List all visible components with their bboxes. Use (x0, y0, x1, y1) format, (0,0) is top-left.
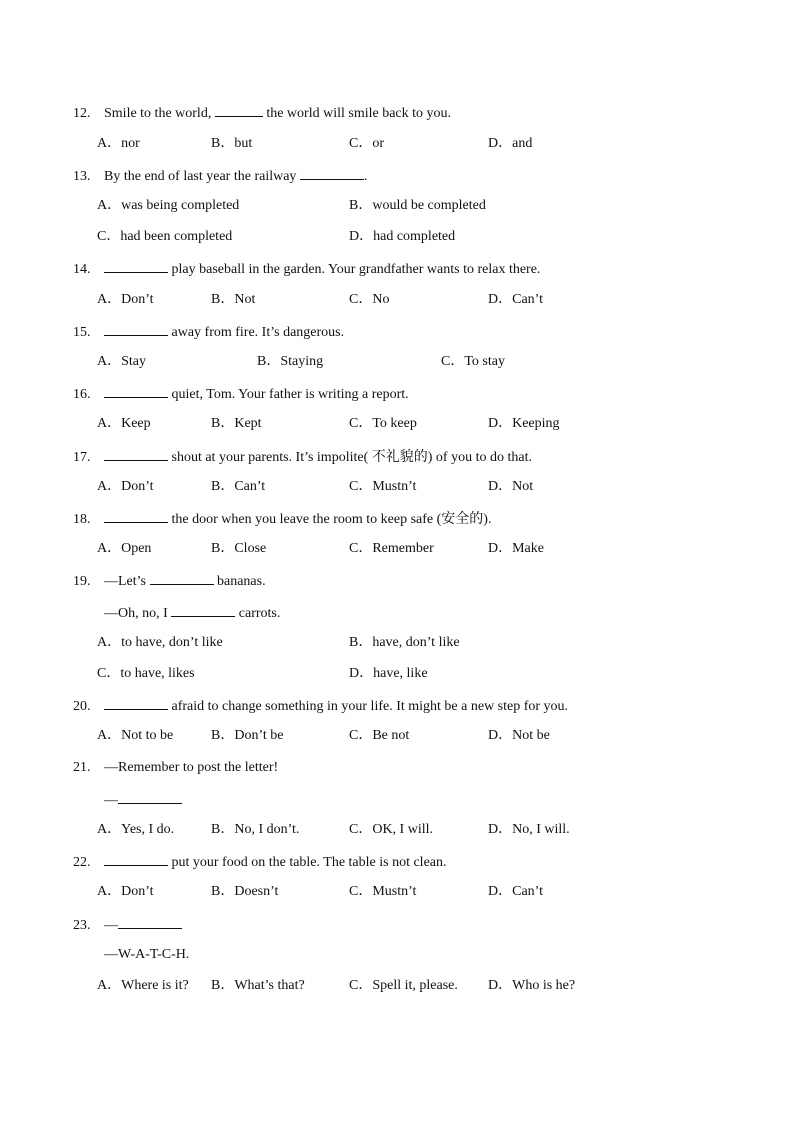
option-a[interactable]: A．Don’t (97, 884, 154, 899)
option-c[interactable]: C．No (349, 292, 390, 307)
question-12-stem (73, 102, 451, 122)
dialogue-line: —W-A-T-C-H. (104, 947, 190, 962)
option-b[interactable]: B．but (211, 136, 253, 151)
stem-text: quiet, Tom. Your father is writing a report. (168, 387, 409, 402)
option-c[interactable]: C．Mustn’t (349, 479, 417, 494)
option-b[interactable]: B．Don’t be (211, 728, 284, 743)
question-22-options (97, 882, 757, 902)
dialogue-line: —Remember to post the letter! (104, 760, 279, 775)
stem-text: the door when you leave the room to keep safe ( (168, 512, 442, 527)
option-a[interactable]: A．Yes, I do. (97, 822, 175, 837)
option-c[interactable]: C．to have, likes (97, 666, 195, 681)
question-22-stem (73, 851, 447, 871)
option-d[interactable]: D．Keeping (488, 416, 560, 431)
question-21-reply (104, 789, 182, 809)
answer-blank (104, 258, 168, 273)
stem-text: ). (483, 512, 492, 527)
dialogue-line: carrots. (235, 606, 281, 621)
question-number: 12. (73, 106, 91, 121)
answer-blank (300, 165, 364, 180)
question-number: 19. (73, 574, 91, 589)
question-17-stem (73, 446, 532, 466)
answer-blank (104, 508, 168, 523)
question-15-options (97, 352, 757, 372)
option-a[interactable]: A．Stay (97, 354, 146, 369)
option-a[interactable]: A．Open (97, 541, 152, 556)
option-d[interactable]: D．and (488, 136, 533, 151)
question-12-options (97, 134, 757, 154)
question-19-options-row1 (97, 633, 757, 653)
stem-text: play baseball in the garden. Your grandfather wants to relax there. (168, 262, 541, 277)
option-b[interactable]: B．Close (211, 541, 267, 556)
question-number: 21. (73, 760, 91, 775)
option-c[interactable]: C．To stay (441, 354, 505, 369)
option-d[interactable]: D．No, I will. (488, 822, 570, 837)
question-23-reply (104, 945, 189, 965)
option-a[interactable]: A．Don’t (97, 479, 154, 494)
option-c[interactable]: C．Remember (349, 541, 434, 556)
stem-text: away from fire. It’s dangerous. (168, 325, 345, 340)
option-d[interactable]: D．Make (488, 541, 544, 556)
option-d[interactable]: D．have, like (349, 666, 428, 681)
question-13-options-row1 (97, 196, 757, 216)
question-17-options (97, 477, 757, 497)
answer-blank (118, 789, 182, 804)
option-c[interactable]: C．Mustn’t (349, 884, 417, 899)
stem-text: afraid to change something in your life. It might be a new step for you. (168, 699, 569, 714)
option-a[interactable]: A．nor (97, 136, 140, 151)
question-number: 18. (73, 512, 91, 527)
option-d[interactable]: D．Can’t (488, 884, 543, 899)
option-c[interactable]: C．Be not (349, 728, 410, 743)
option-a[interactable]: A．Where is it? (97, 978, 189, 993)
option-b[interactable]: B．Not (211, 292, 256, 307)
question-number: 13. (73, 169, 91, 184)
question-14-stem (73, 258, 540, 278)
question-number: 22. (73, 855, 91, 870)
answer-blank (104, 383, 168, 398)
dialogue-line: —Oh, no, I (104, 606, 172, 621)
option-a[interactable]: A．Not to be (97, 728, 174, 743)
option-c[interactable]: C．Spell it, please. (349, 978, 458, 993)
option-b[interactable]: B．Kept (211, 416, 262, 431)
dialogue-line: bananas. (213, 574, 266, 589)
option-b[interactable]: B．Can’t (211, 479, 266, 494)
option-b[interactable]: B．Staying (257, 354, 324, 369)
option-c[interactable]: C．OK, I will. (349, 822, 433, 837)
dialogue-line: — (104, 793, 118, 808)
chinese-gloss: 安全的 (441, 511, 484, 527)
option-b[interactable]: B．would be completed (349, 198, 486, 213)
option-d[interactable]: D．Not (488, 479, 534, 494)
option-a[interactable]: A．Don’t (97, 292, 154, 307)
option-c[interactable]: C．To keep (349, 416, 417, 431)
question-20-options (97, 726, 757, 746)
question-13-options-row2 (97, 227, 757, 247)
question-number: 16. (73, 387, 91, 402)
question-18-stem (73, 508, 491, 528)
answer-blank (104, 446, 168, 461)
question-16-stem (73, 383, 409, 403)
option-d[interactable]: D．Who is he? (488, 978, 576, 993)
question-number: 15. (73, 325, 91, 340)
answer-blank (104, 321, 168, 336)
question-19-stem (73, 570, 266, 590)
answer-blank (171, 602, 235, 617)
option-b[interactable]: B．What’s that? (211, 978, 305, 993)
stem-text: . (363, 169, 368, 184)
answer-blank (150, 570, 214, 585)
question-number: 20. (73, 699, 91, 714)
option-d[interactable]: D．Can’t (488, 292, 543, 307)
question-16-options (97, 414, 757, 434)
question-number: 23. (73, 918, 91, 933)
stem-text: put your food on the table. The table is not clean. (168, 855, 447, 870)
chinese-gloss: 不礼貌的 (371, 449, 428, 465)
stem-text: ) of you to do that. (427, 450, 532, 465)
option-d[interactable]: D．Not be (488, 728, 550, 743)
question-number: 17. (73, 450, 91, 465)
question-23-options (97, 976, 757, 996)
stem-text: Smile to the world, (104, 106, 215, 121)
option-b[interactable]: B．have, don’t like (349, 635, 460, 650)
option-a[interactable]: A．to have, don’t like (97, 635, 223, 650)
option-b[interactable]: B．Doesn’t (211, 884, 279, 899)
question-14-options (97, 290, 757, 310)
question-18-options (97, 539, 757, 559)
option-c[interactable]: C．had been completed (97, 229, 233, 244)
question-13-stem (73, 165, 367, 185)
question-number: 14. (73, 262, 91, 277)
answer-blank (104, 851, 168, 866)
option-a[interactable]: A．Keep (97, 416, 151, 431)
stem-text: shout at your parents. It’s impolite( (168, 450, 372, 465)
option-a[interactable]: A．was being completed (97, 198, 240, 213)
answer-blank (118, 914, 182, 929)
answer-blank (104, 695, 168, 710)
option-b[interactable]: B．No, I don’t. (211, 822, 300, 837)
stem-text: the world will smile back to you. (262, 106, 452, 121)
question-15-stem (73, 321, 344, 341)
question-19-reply (104, 602, 280, 622)
dialogue-line: — (104, 918, 118, 933)
option-c[interactable]: C．or (349, 136, 384, 151)
question-20-stem (73, 695, 568, 715)
option-d[interactable]: D．had completed (349, 229, 456, 244)
stem-text: By the end of last year the railway (104, 169, 300, 184)
question-19-options-row2 (97, 664, 757, 684)
answer-blank (215, 102, 263, 117)
question-21-stem (73, 758, 278, 778)
question-21-options (97, 820, 757, 840)
question-23-stem (73, 914, 182, 934)
dialogue-line: —Let’s (104, 574, 150, 589)
